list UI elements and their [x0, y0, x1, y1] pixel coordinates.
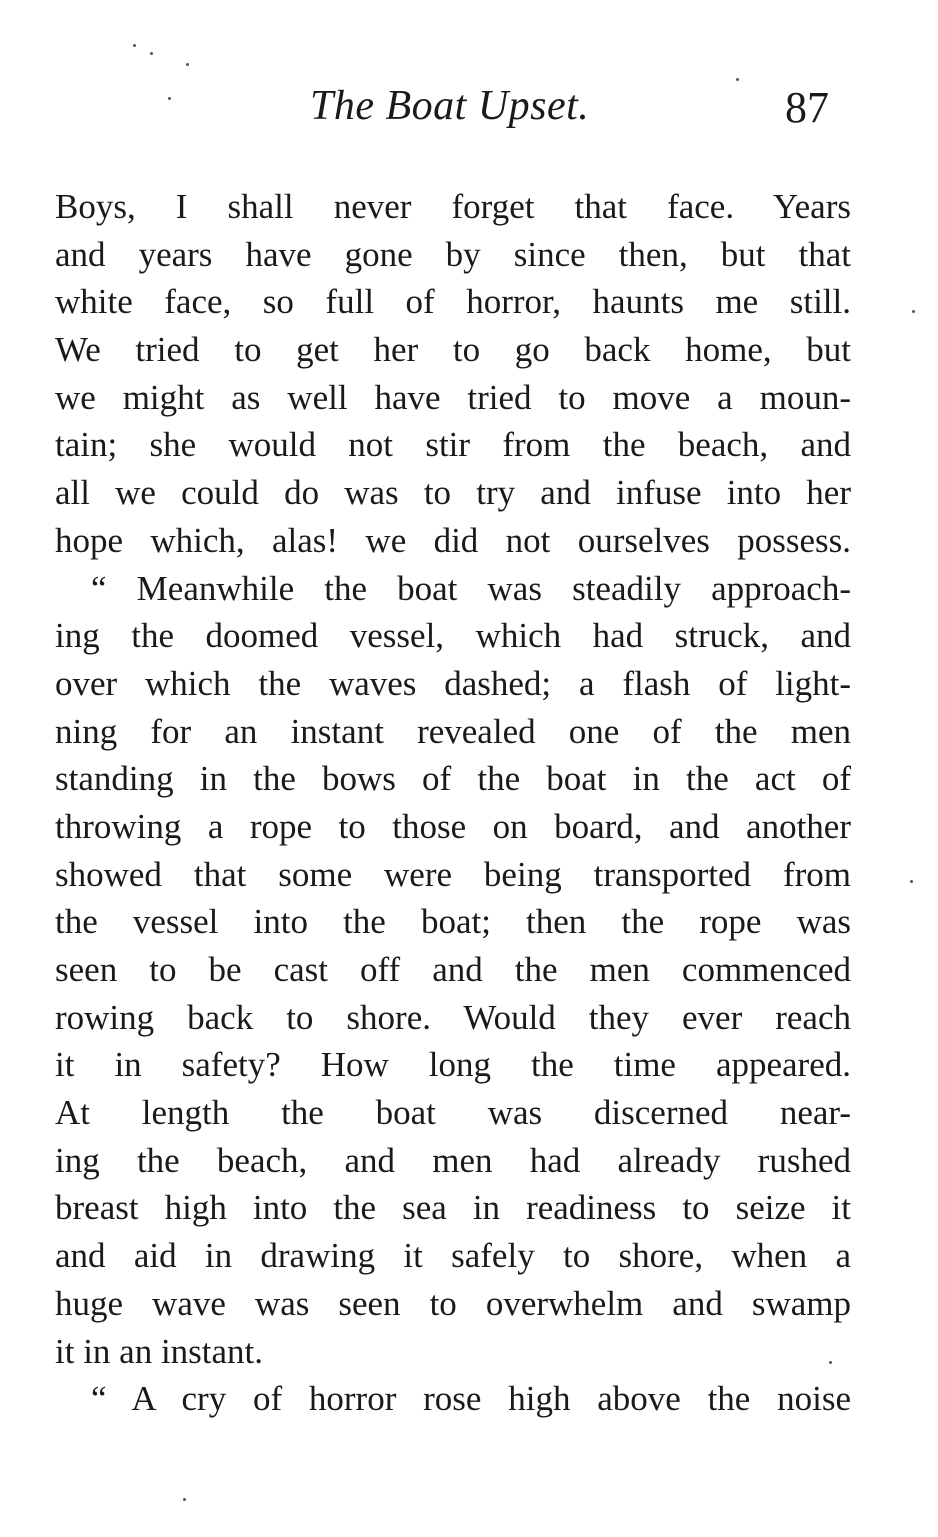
text-line: it in safety? How long the time appeared. [55, 1045, 851, 1085]
text-line: We tried to get her to go back home, but [55, 330, 851, 370]
paper-speck [736, 78, 739, 81]
text-line: it in an instant. [55, 1331, 264, 1371]
paper-speck [168, 97, 171, 100]
text-line: Boys, I shall never forget that face. Years [55, 187, 851, 226]
text-line: standing in the bows of the boat in the act of [55, 759, 851, 799]
text-line: ing the doomed vessel, which had struck, and [55, 616, 851, 656]
text-line: ning for an instant revealed one of the men [55, 711, 851, 751]
chapter-title: The Boat Upset. [310, 83, 590, 129]
paper-speck [186, 63, 189, 66]
paper-speck [183, 1498, 186, 1501]
text-line: tain; she would not stir from the beach, and [55, 425, 851, 465]
text-line: ing the beach, and men had already rushed [55, 1140, 851, 1180]
page-number: 87 [785, 83, 829, 132]
text-line: and aid in drawing it safely to shore, when a [55, 1236, 851, 1276]
paper-speck [829, 1361, 832, 1364]
text-line: we might as well have tried to move a moun- [55, 377, 851, 417]
paper-speck [133, 44, 136, 47]
body-text [55, 183, 851, 1423]
text-line: throwing a rope to those on board, and another [55, 806, 851, 846]
text-line: all we could do was to try and infuse into her [55, 473, 851, 513]
text-line: “ Meanwhile the boat was steadily approach- [91, 568, 851, 608]
text-line: huge wave was seen to overwhelm and swamp [55, 1283, 851, 1323]
text-line: hope which, alas! we did not ourselves possess. [55, 520, 851, 560]
text-line: over which the waves dashed; a flash of light- [55, 663, 851, 703]
text-line: seen to be cast off and the men commenced [55, 950, 851, 989]
text-line: At length the boat was discerned near- [55, 1093, 851, 1133]
text-line: breast high into the sea in readiness to seize it [55, 1188, 851, 1228]
paper-speck [150, 52, 153, 55]
text-line: showed that some were being transported from [55, 854, 851, 894]
running-head [0, 82, 938, 142]
text-line: “ A cry of horror rose high above the noise [91, 1379, 851, 1419]
paper-speck [912, 310, 915, 313]
text-line: rowing back to shore. Would they ever reach [55, 997, 851, 1037]
paper-speck [910, 880, 913, 883]
text-line: and years have gone by since then, but that [55, 234, 851, 274]
text-line: white face, so full of horror, haunts me still. [55, 282, 851, 322]
text-line: the vessel into the boat; then the rope was [55, 902, 851, 942]
